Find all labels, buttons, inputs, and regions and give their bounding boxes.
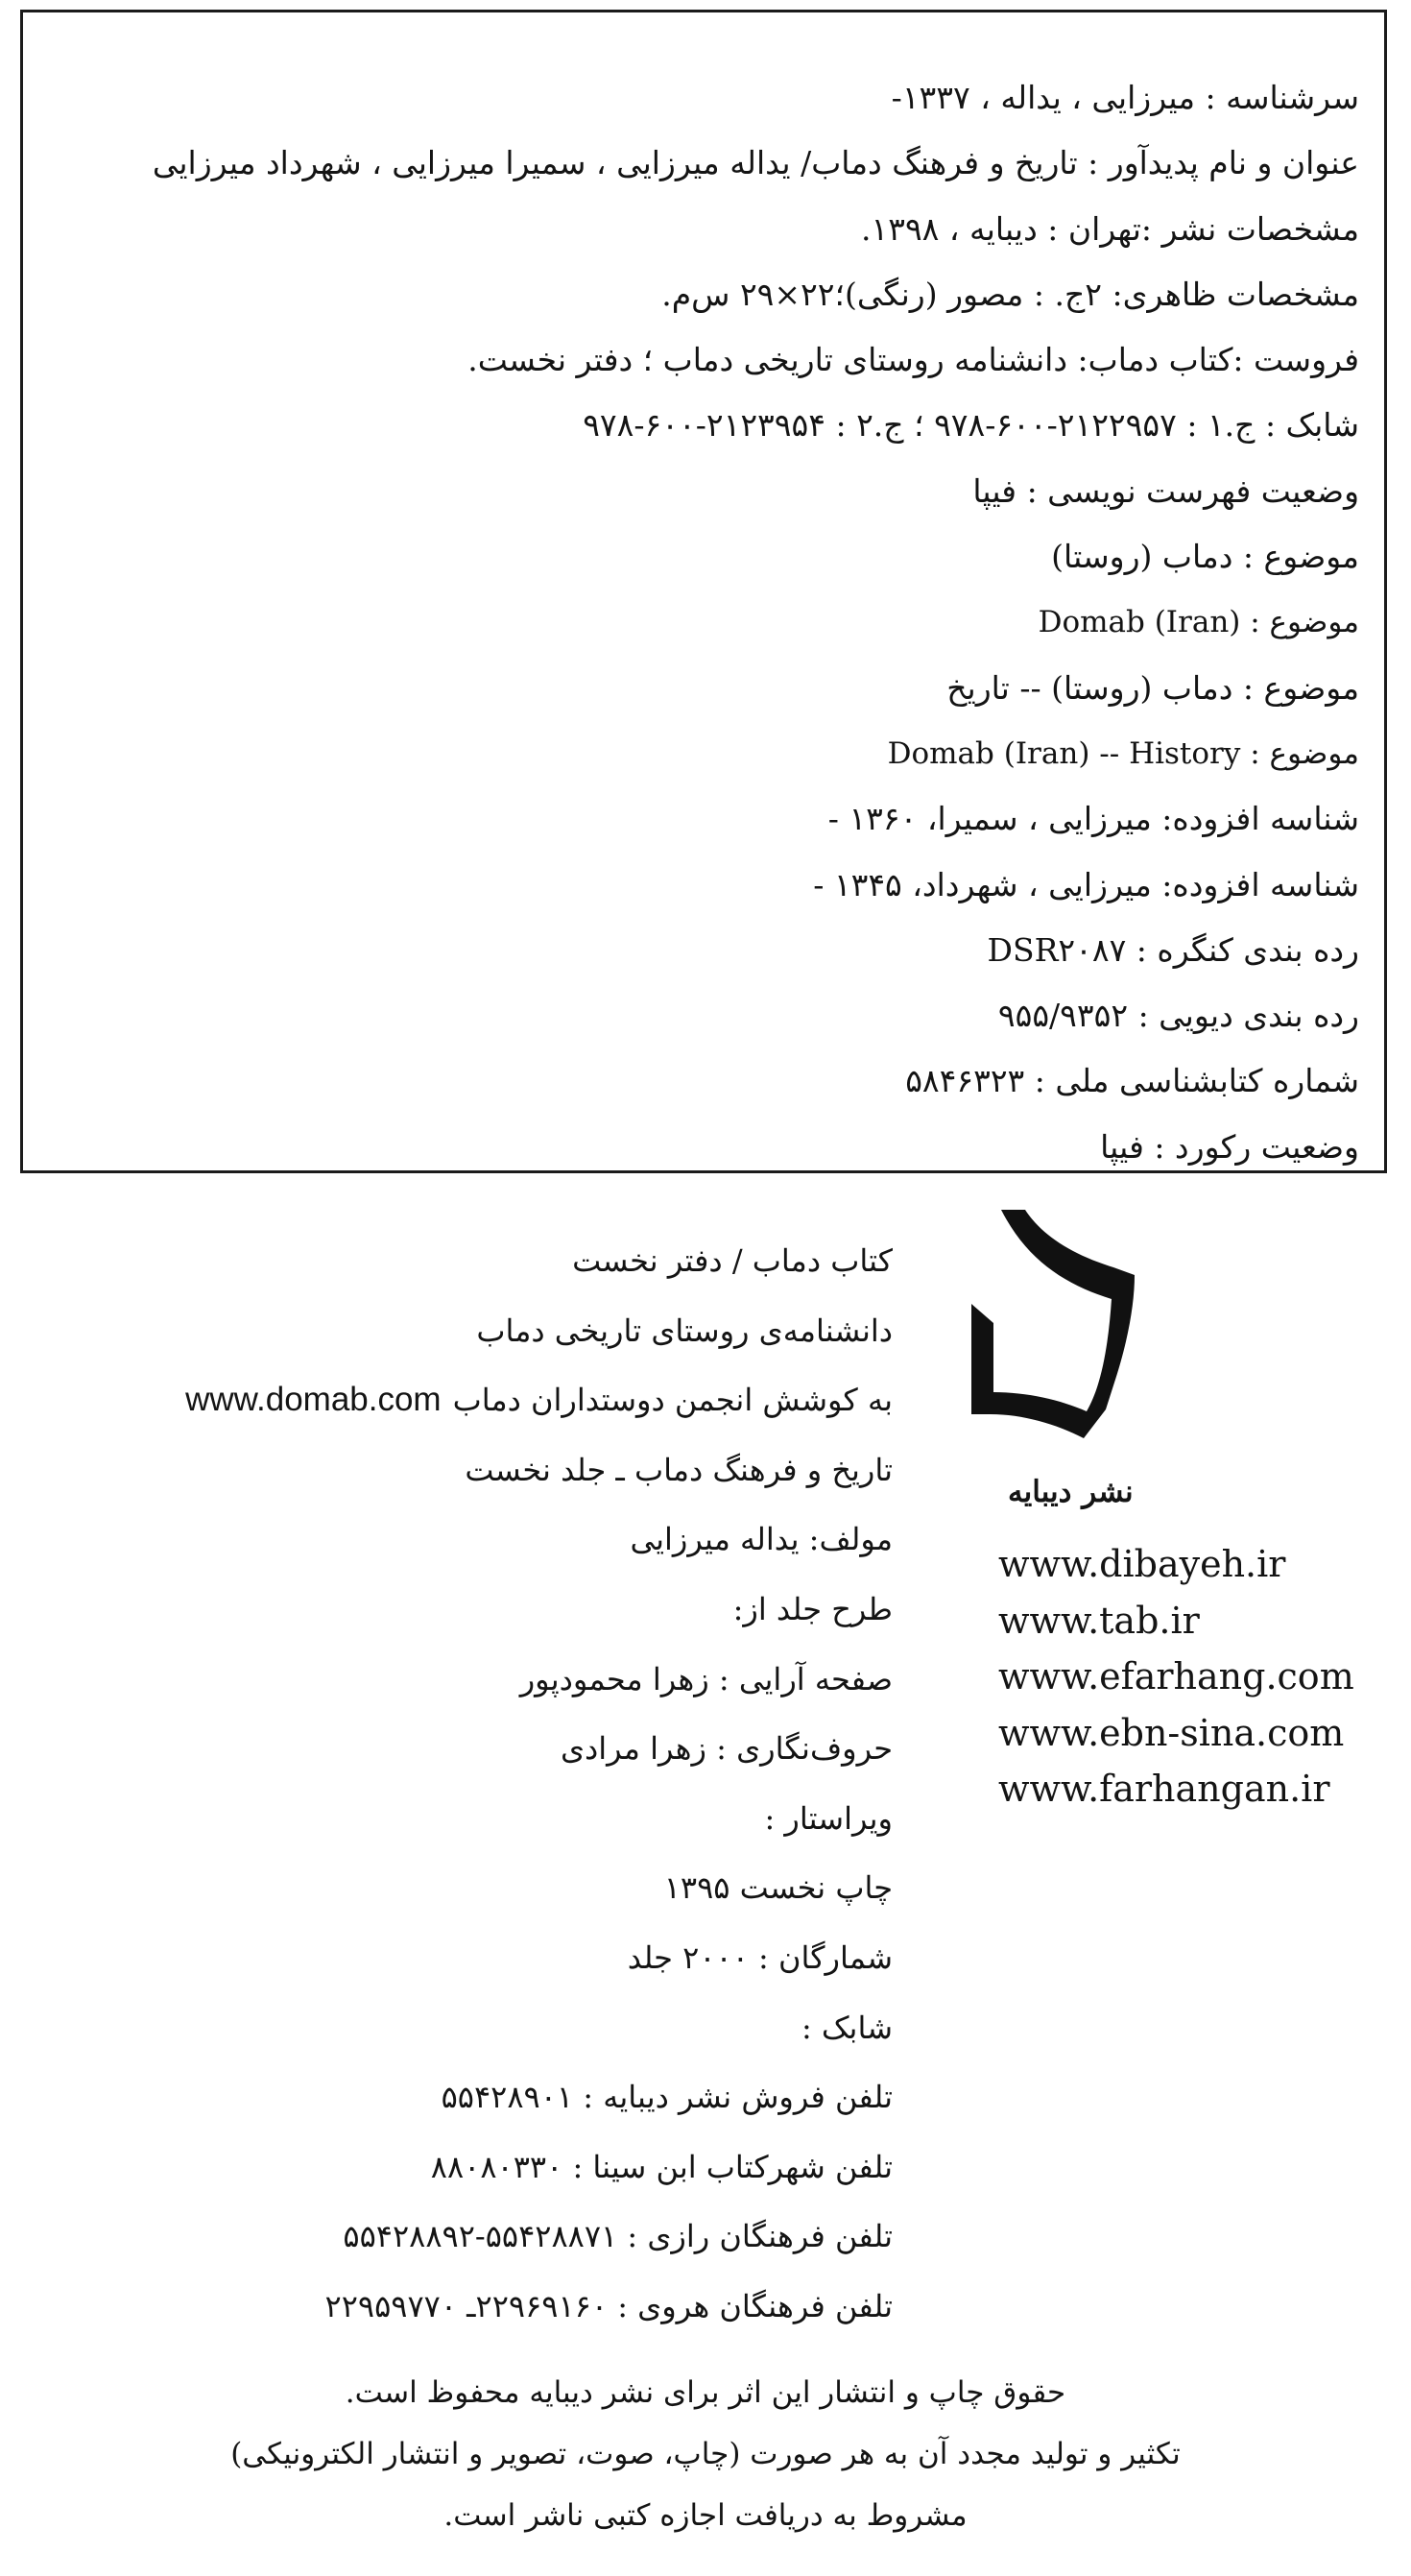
layout-credit: صفحه آرایی : زهرا محمودپور xyxy=(519,1660,893,1697)
typesetting-credit: حروف‌نگاری : زهرا مرادی xyxy=(560,1730,893,1768)
website-link[interactable]: www.efarhang.com xyxy=(998,1655,1354,1697)
dibayeh-logo-icon xyxy=(969,1208,1142,1457)
website-link[interactable]: www.dibayeh.ir xyxy=(998,1543,1286,1585)
isbn-label: شابک : xyxy=(801,2009,893,2046)
website-link[interactable]: www.tab.ir xyxy=(998,1599,1200,1642)
bookstore-phone: تلفن شهرکتاب ابن سینا : ۸۸۰۸۰۳۳۰ xyxy=(430,2148,893,2185)
website-link[interactable]: www.ebn-sina.com xyxy=(998,1711,1345,1754)
colophon xyxy=(185,1226,893,2342)
cip-lc-classification: رده بندی کنگره : DSR۲۰۸۷ xyxy=(987,930,1359,969)
book-volume-title: تاریخ و فرهنگ دماب ـ جلد نخست xyxy=(465,1451,893,1488)
dibayeh-logo-icon xyxy=(969,1208,1142,1457)
logo-glyph-shape xyxy=(971,1210,1135,1438)
cip-cataloging-status: وضعیت فهرست نویسی : فیپا xyxy=(972,471,1359,510)
publisher-websites xyxy=(998,1536,1354,1818)
cip-subject: موضوع : Domab (Iran) xyxy=(1038,605,1359,640)
cip-title-author: عنوان و نام پدیدآور : تاریخ و فرهنگ دماب/ یداله میرزایی ، سمیرا میرزایی ، شهرداد میرزایی xyxy=(152,144,1359,182)
cip-subject: موضوع : دماب (روستا) xyxy=(1051,538,1359,576)
copyright-line: مشروط به دریافت اجازه کتبی ناشر است. xyxy=(443,2498,968,2533)
cip-series: فروست :کتاب دماب: دانشنامه روستای تاریخی دماب ؛ دفتر نخست. xyxy=(467,341,1359,379)
author-credit: مولف: یداله میرزایی xyxy=(630,1521,893,1558)
cip-subject: موضوع : دماب (روستا) -- تاریخ xyxy=(946,668,1359,707)
cover-design-credit: طرح جلد از: xyxy=(732,1590,893,1627)
logo-glyph-accent xyxy=(971,1304,993,1352)
cip-dewey-classification: رده بندی دیویی : ۹۵۵/۹۳۵۲ xyxy=(997,997,1359,1035)
compiler-line xyxy=(185,1365,893,1435)
cip-heading: سرشناسه : میرزایی ، یداله ، ۱۳۳۷- xyxy=(891,79,1359,116)
cip-subject: موضوع : Domab (Iran) -- History xyxy=(887,735,1359,771)
copyright-line: حقوق چاپ و انتشار این اثر برای نشر دیبایه محفوظ است. xyxy=(345,2375,1066,2410)
cip-publication: مشخصات نشر :تهران : دیبایه ، ۱۳۹۸. xyxy=(861,209,1359,248)
cip-record-status: وضعیت رکورد : فیپا xyxy=(1100,1127,1359,1166)
farhangan-razi-phone: تلفن فرهنگان رازی : ۵۵۴۲۸۸۷۱-۵۵۴۲۸۸۹۲ xyxy=(343,2218,893,2255)
cip-added-entry: شناسه افزوده: میرزایی ، شهرداد، ۱۳۴۵ - xyxy=(813,865,1359,903)
copyright-notice xyxy=(0,2362,1411,2546)
editor-credit: ویراستار : xyxy=(764,1799,893,1837)
compiler-text: به کوشش انجمن دوستداران دماب xyxy=(452,1382,893,1419)
publisher-name: نشر دیبایه xyxy=(1008,1475,1134,1509)
cip-added-entry: شناسه افزوده: میرزایی ، سمیرا، ۱۳۶۰ - xyxy=(827,800,1359,838)
website-link[interactable]: www.farhangan.ir xyxy=(998,1768,1330,1810)
first-edition: چاپ نخست ۱۳۹۵ xyxy=(663,1869,893,1907)
cip-isbn: شابک : ج.۱ : ۲۱۲۲۹۵۷-۶۰۰-۹۷۸ ؛ ج.۲ : ۲۱۲۳۹۵۴-۶۰۰-۹۷۸ xyxy=(583,406,1359,445)
cip-record-lines xyxy=(153,65,1359,1180)
cip-physical-description: مشخصات ظاهری: ۲ج. : مصور (رنگی)؛۲۲×۲۹ س‌م. xyxy=(661,275,1359,313)
cip-national-bibliography-number: شماره کتابشناسی ملی : ۵۸۴۶۳۲۳ xyxy=(905,1062,1359,1100)
book-subtitle: دانشنامه‌ی روستای تاریخی دماب xyxy=(476,1312,893,1349)
farhangan-heravi-phone: تلفن فرهنگان هروی : ۲۲۹۶۹۱۶۰ـ ۲۲۹۵۹۷۷۰ xyxy=(324,2287,893,2324)
cip-record-box xyxy=(20,10,1387,1173)
domab-website-link[interactable]: www.domab.com xyxy=(185,1381,442,1419)
copyright-line: تکثیر و تولید مجدد آن به هر صورت (چاپ، صوت، تصویر و انتشار الکترونیکی) xyxy=(230,2437,1181,2471)
sales-phone: تلفن فروش نشر دیبایه : ۵۵۴۲۸۹۰۱ xyxy=(441,2079,893,2116)
book-series-title: کتاب دماب / دفتر نخست xyxy=(572,1242,893,1279)
print-run: شمارگان : ۲۰۰۰ جلد xyxy=(627,1938,893,1976)
